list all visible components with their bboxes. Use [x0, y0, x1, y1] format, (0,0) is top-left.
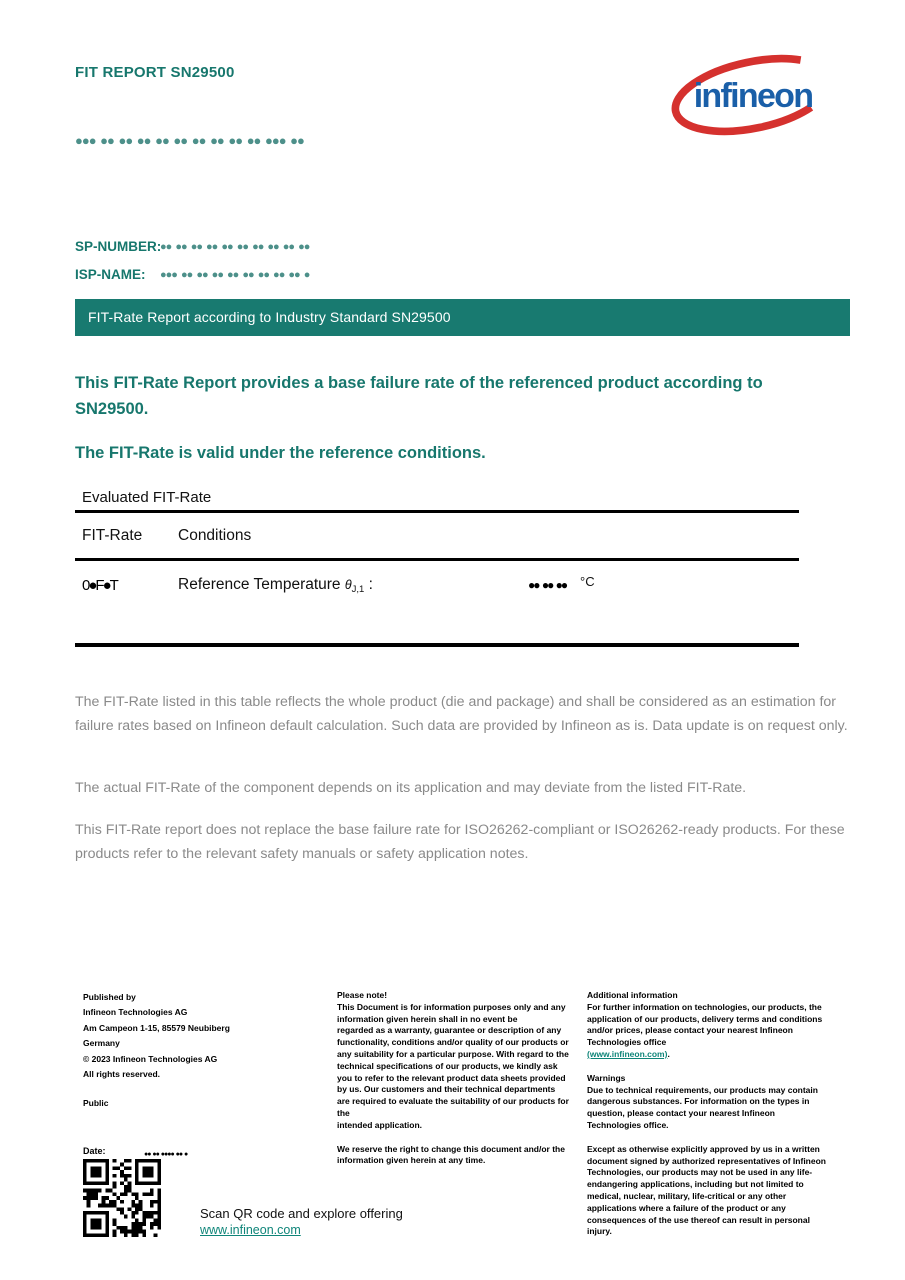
footer-country: Germany	[83, 1038, 120, 1049]
footer-note-p1a: This Document is for information purposes only and any information given herein shall in no event be	[337, 1001, 566, 1024]
footer-copyright: © 2023 Infineon Technologies AG	[83, 1053, 218, 1064]
footer-note-heading: Please note!	[337, 990, 388, 1000]
table-header-conditions: Conditions	[178, 527, 252, 544]
body-paragraph-2: The actual FIT-Rate of the component depends on its application and may deviate from the listed FIT-Rate.	[75, 780, 747, 796]
footer-additional-heading: Additional information	[587, 990, 678, 1000]
infineon-home-link[interactable]: www.infineon.com	[200, 1223, 301, 1237]
page-title: FIT REPORT SN29500	[75, 64, 235, 81]
body-paragraph-1: The FIT-Rate listed in this table reflects the whole product (die and package) and shall be considered as an estimation for failure rates based on Infineon default calculation. Such data are provided by Infineon as is. Data update is on request only.	[75, 694, 848, 734]
footer-warnings-paragraph-1: Due to technical requirements, our products may contain dangerous substances. For information on the types in question, please contact your nearest Infineon Technologies office.	[587, 1084, 818, 1130]
footer-additional-body: For further information on technologies, our products, the application of our products, delivery terms and conditions and/or prices, please contact your nearest Infineon Technologies office	[587, 1001, 823, 1048]
isp-name-label: ISP-NAME:	[75, 267, 146, 282]
date-label: Date:	[83, 1146, 106, 1156]
footer-rights: All rights reserved.	[83, 1068, 161, 1079]
qr-code	[82, 1159, 162, 1237]
date-value-redacted: ●● ●● ●●●● ●● ●	[144, 1151, 188, 1158]
logo-wordmark: infineon	[693, 76, 813, 115]
footer-published-by: Published by	[83, 992, 136, 1002]
footer-additional-link-line	[587, 1049, 830, 1061]
table-cell-unit: °C	[580, 574, 595, 589]
footer-warnings-gap-2	[587, 1132, 830, 1144]
footer-note-paragraph-2: We reserve the right to change this document and/or the information given herein at any time.	[337, 1143, 565, 1166]
footer-note-p1b: regarded as a warranty, guarantee or description of any functionality, conditions and/or quality of our products or any suitability for a particular purpose. With regard to the technical specifications of our products, we kindly ask you to refer to the relevant product data sheets provided by us. Our customers and their technical departments are required to evaluate the suitability of our products for the	[337, 1025, 569, 1118]
footer-note-paragraph-1	[337, 1002, 570, 1132]
intro-heading-1: This FIT-Rate Report provides a base failure rate of the referenced product according to SN29500.	[75, 374, 763, 418]
table-cell-fit-rate-redacted: 0●F●T	[82, 577, 117, 594]
table-rule-header	[75, 558, 799, 561]
table-header-fit-rate: FIT-Rate	[82, 527, 143, 544]
condition-colon: :	[364, 576, 373, 593]
footer-warnings-heading: Warnings	[587, 1072, 626, 1083]
table-cell-value-redacted: ●● ●● ●●	[528, 578, 567, 592]
table-rule-top	[75, 510, 799, 513]
footer-info-column	[587, 990, 830, 1238]
section-banner-text: FIT-Rate Report according to Industry Standard SN29500	[88, 309, 451, 325]
footer-published-column	[83, 992, 263, 1110]
qr-link-wrap	[200, 1223, 301, 1237]
footer-classification: Public	[83, 1097, 109, 1108]
infineon-logo	[668, 54, 838, 136]
infineon-link[interactable]: (www.infineon.com)	[587, 1048, 668, 1059]
table-cell-condition	[178, 576, 373, 595]
footer-warnings-paragraph-2: Except as otherwise explicitly approved by us in a written document signed by authorized representatives of Infineon Technologies, our products may not be used in any life-endangering applications, including but not limited to medical, nuclear, military, life-critical or any other applications where a failure of the product or any consequences of the use thereof can result in personal injury.	[587, 1143, 826, 1237]
table-rule-bottom	[75, 643, 799, 647]
footer-address: Am Campeon 1-15, 85579 Neubiberg	[83, 1022, 230, 1033]
footer-additional-suffix: .	[667, 1048, 670, 1059]
table-title: Evaluated FIT-Rate	[82, 489, 212, 506]
theta-symbol: θ	[344, 578, 352, 592]
theta-subscript: J,1	[351, 584, 365, 595]
footer-note-column	[337, 990, 570, 1167]
section-banner	[75, 299, 850, 336]
body-paragraph-3: This FIT-Rate report does not replace the base failure rate for ISO26262-compliant or ISO26262-ready products. For these products refer to the relevant safety manuals or safety application notes.	[75, 822, 845, 862]
footer-additional-paragraph	[587, 1002, 830, 1061]
product-name-redacted: ●●● ●● ●● ●● ●● ●● ●● ●● ●● ●● ●●● ●●	[75, 133, 304, 148]
condition-label: Reference Temperature	[178, 576, 345, 593]
footer-company: Infineon Technologies AG	[83, 1007, 188, 1018]
qr-scan-text: Scan QR code and explore offering	[200, 1206, 403, 1221]
sp-number-label: SP-NUMBER:	[75, 239, 162, 254]
footer-warnings-gap-1	[587, 1061, 830, 1073]
intro-heading-2: The FIT-Rate is valid under the reference conditions.	[75, 444, 486, 462]
footer-note-p1c: intended application.	[337, 1119, 423, 1130]
sp-number-value-redacted: ●● ●● ●● ●● ●● ●● ●● ●● ●● ●●	[160, 241, 310, 253]
footer-note-gap	[337, 1132, 570, 1144]
isp-name-value-redacted: ●●● ●● ●● ●● ●● ●● ●● ●● ●● ●	[160, 269, 310, 281]
